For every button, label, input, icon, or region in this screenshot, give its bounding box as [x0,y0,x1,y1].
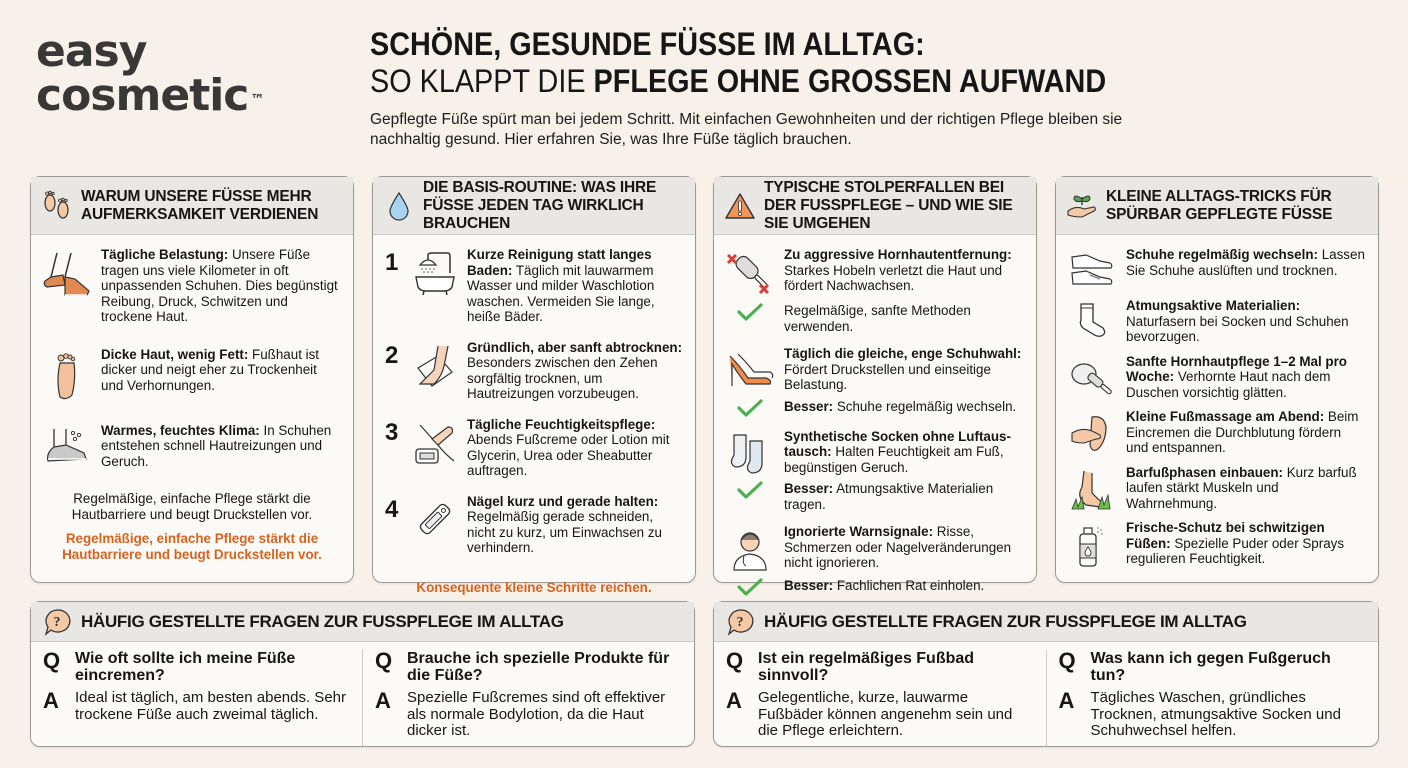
card-why-feet [30,176,354,583]
card-basic-routine [372,176,696,595]
solution-row: Besser: Atmungsaktive Materialien tragen. [726,481,1024,512]
towel-foot-icon [413,340,457,402]
question-marker: Q [1058,648,1076,673]
closing-text: Regelmäßige, einfache Pflege stärkt die Hautbarriere und beugt Druckstellen vor. [71,491,313,522]
page-title-line2: SO KLAPPT DIE PFLEGE OHNE GROSSEN AUFWAND [370,63,1107,99]
closing-highlight: Regelmäßige, einfache Pflege stärkt die Hautbarriere und beugt Druckstellen vor. [62,531,322,562]
plant-hand-icon [1066,191,1098,221]
pumice-file-icon [1068,354,1116,401]
brand-line2: cosmetic ™ [36,70,265,121]
card-header [31,602,694,642]
faq-answer: Ideal ist täglich, am besten abends. Sehr trockene Füße auch zweimal täglich. [75,689,346,723]
doctor-icon [726,524,774,572]
solution-row: Besser: Fachlichen Rat einholen. [726,578,1024,596]
check-icon [726,399,774,417]
routine-step: 4 Nägel kurz und gerade halten: Regelmäßig gerade schneiden, nicht zu kurz, um Einwachsen zu verhindern. [385,493,662,555]
trick-item: Frische-Schutz bei schwitzigen Füßen: Spezielle Puder oder Sprays regulieren Feuchtigkeit. [1068,520,1366,568]
step-number: 2 [385,341,399,369]
foot-massage-icon [1068,409,1116,456]
card-title: TYPISCHE STOLPERFALLEN BEI DER FUSSPFLEGE – UND WIE SIE SIE UMGEHEN [764,178,1013,232]
card-title: DIE BASIS-ROUTINE: WAS IHRE FÜSSE JEDEN TAG WIRKLICH BRAUCHEN [423,178,657,232]
card-header [1056,177,1378,235]
brand-line1: easy [36,26,147,77]
faq-question: Wie oft sollte ich meine Füße eincremen? [75,650,296,684]
spray-can-icon [1068,520,1116,568]
solution-row: Besser: Schuhe regelmäßig wechseln. [726,399,1024,417]
faq-question: Was kann ich gegen Fußgeruch tun? [1090,650,1331,684]
foot-file-cross-icon [726,247,774,297]
intro-text: Gepflegte Füße spürt man bei jedem Schritt. Mit einfachen Gewohnheiten und der richtigen Pflege bleiben sie nachhaltig gesund. Hier erfahren Sie, was Ihre Füße täglich brauchen. [370,111,1123,148]
faq-answer: Gelegentliche, kurze, lauwarme Fußbäder können angenehm sein und die Pflege erleichtern. [758,689,1013,739]
trick-item: Sanfte Hornhautpflege 1–2 Mal pro Woche: Verhornte Haut nach dem Duschen vorsichtig glätten. [1068,354,1366,401]
faq-entry [714,650,1046,746]
step-number: 1 [385,249,399,276]
card-title: HÄUFIG GESTELLTE FRAGEN ZUR FUSSPFLEGE IM ALLTAG [764,611,1247,631]
barefoot-grass-icon [1068,465,1116,512]
card-header [31,177,353,235]
faq-answer: Tägliches Waschen, gründliches Trocknen, atmungsaktive Socken und Schuhwechsel helfen. [1090,689,1341,739]
closing-highlight: Konsequente kleine Schritte reichen. [416,579,652,595]
faq-question: Brauche ich spezielle Produkte für die Füße? [407,650,670,684]
routine-step: 2 Gründlich, aber sanft abtrocknen: Besonders zwischen den Zehen sorgfältig trocknen, um Hautreizungen vorzubeugen. [385,339,683,401]
page-header [370,26,1230,150]
svg-text:?: ? [53,614,61,630]
list-item: Warmes, feuchtes Klima: In Schuhen entstehen schnell Hautreizungen und Geruch. [43,423,341,470]
step-number: 3 [385,418,399,446]
card-header [714,602,1378,642]
trick-item: Barfußphasen einbauen: Kurz barfuß laufen stärkt Muskeln und Wahrnehmung. [1068,465,1366,512]
faq-question: Ist ein regelmäßiges Fußbad sinnvoll? [758,650,975,684]
pitfall-item: Synthetische Socken ohne Luftaustausch: Halten Feuchtigkeit am Fuß, begünstigen Geruch. [726,429,1024,476]
faq-entry [31,650,362,746]
card-header [714,177,1036,235]
shower-bathtub-icon [413,247,457,325]
trademark: ™ [250,92,265,108]
step-number: 4 [385,495,399,523]
foot-sole-icon [43,347,91,401]
check-icon [726,578,774,596]
list-item: Tägliche Belastung: Unsere Füße tragen uns viele Kilometer in oft unpassenden Schuhen. Dies begünstigt Reibung, Druck, Schwitzen und trockene Haut. [43,247,341,325]
high-heels-icon [726,346,774,393]
water-drop-icon [383,191,415,221]
question-marker: Q [726,648,744,673]
sock-icon [1068,298,1116,345]
walking-shoes-icon [43,247,91,325]
card-title: HÄUFIG GESTELLTE FRAGEN ZUR FUSSPFLEGE IM ALLTAG [81,611,564,631]
socks-icon [726,429,774,476]
check-icon [726,303,774,334]
card-title: WARUM UNSERE FÜSSE MEHR AUFMERKSAMKEIT VERDIENEN [81,187,319,223]
pitfall-item: Ignorierte Warnsignale: Risse, Schmerzen oder Nagelveränderungen nicht ignorieren. [726,524,1024,572]
faq-panel-left [30,601,695,747]
question-bubble-icon [41,608,73,636]
check-icon [726,481,774,512]
answer-marker: A [375,688,391,713]
svg-text:?: ? [736,614,744,630]
list-item: Dicke Haut, wenig Fett: Fußhaut ist dicker und neigt eher zu Trockenheit und Verhornungen. [43,347,341,401]
sweaty-shoe-icon [43,423,91,470]
faq-entry [1046,650,1379,746]
card-pitfalls [713,176,1037,593]
card-daily-tricks [1055,176,1379,583]
answer-marker: A [43,688,59,713]
trick-item: Kleine Fußmassage am Abend: Beim Eincremen die Durchblutung fördern und entspannen. [1068,409,1366,456]
trick-item: Atmungsaktive Materialien: Naturfasern bei Socken und Schuhen bevorzugen. [1068,298,1366,345]
card-header [373,177,695,235]
cream-foot-icon [413,417,457,479]
pitfall-item: Täglich die gleiche, enge Schuhwahl: Fördert Druckstellen und einseitige Belastung. [726,346,1024,393]
brand-logo [36,26,265,121]
footprints-icon [41,189,73,223]
question-bubble-icon [724,608,756,636]
faq-answer: Spezielle Fußcremes sind oft effektiver als normale Bodylotion, da die Haut dicker ist. [407,689,666,739]
warning-icon [724,192,756,220]
routine-step: 1 Kurze Reinigung statt langes Baden: Täglich mit lauwarmem Wasser und milder Waschlotion waschen. Vermeiden Sie lange, heiße Bäder. [385,247,655,324]
question-marker: Q [43,648,61,673]
pitfall-item: Zu aggressive Hornhautentfernung: Starkes Hobeln verletzt die Haut und fördert Nachwachsen. [726,247,1024,297]
faq-panel-right [713,601,1379,747]
routine-step: 3 Tägliche Feuchtigkeitspflege: Abends Fußcreme oder Lotion mit Glycerin, Urea oder Sheabutter auftragen. [385,416,670,478]
trick-item: Schuhe regelmäßig wechseln: Lassen Sie Schuhe auslüften und trocknen. [1068,247,1366,289]
shoes-icon [1068,247,1116,289]
page-title-line1: SCHÖNE, GESUNDE FÜSSE IM ALLTAG: [370,26,925,62]
card-title: KLEINE ALLTAGS-TRICKS FÜR SPÜRBAR GEPFLEGTE FÜSSE [1106,187,1333,223]
answer-marker: A [1058,688,1075,713]
solution-row: Regelmäßige, sanfte Methoden verwenden. [726,303,1024,334]
faq-entry [362,650,694,746]
question-marker: Q [375,648,393,673]
nail-clipper-icon [413,494,457,556]
answer-marker: A [726,688,742,713]
